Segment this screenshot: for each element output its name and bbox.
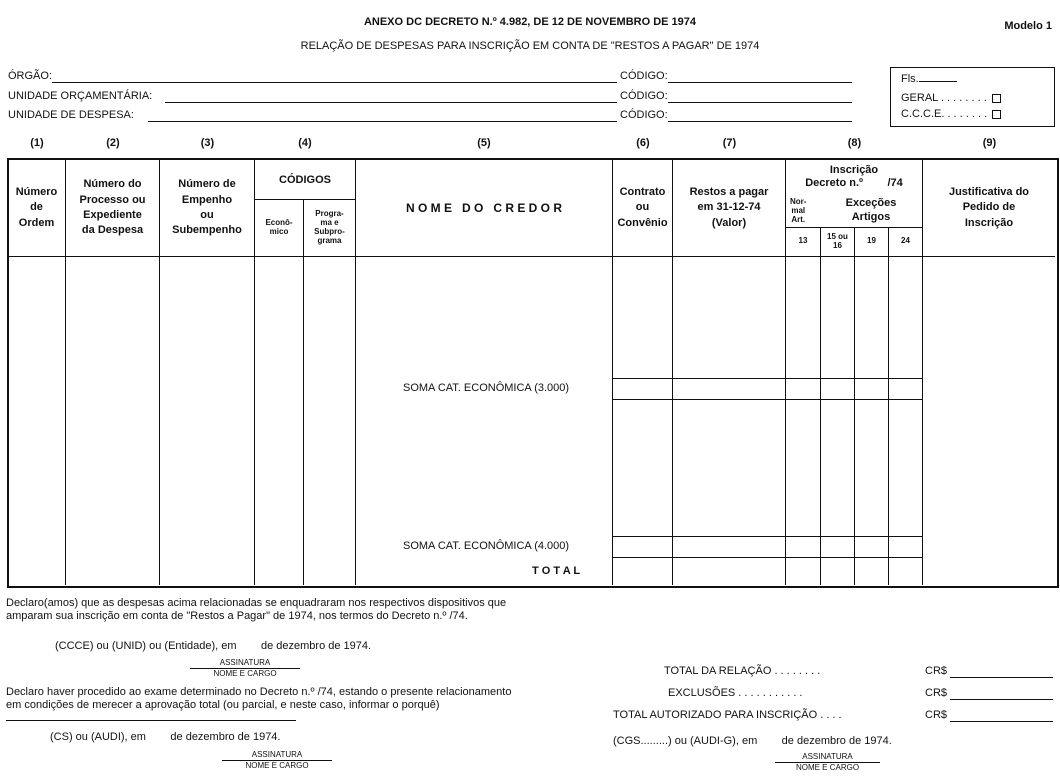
signature-label: ASSINATURA (775, 752, 880, 763)
signature-label: ASSINATURA (190, 658, 300, 669)
col-number-9: (9) (982, 137, 997, 149)
col-divider (820, 227, 821, 585)
header-contrato: Contrato ou Convênio (617, 185, 668, 229)
codigo-label-3: CÓDIGO: (620, 109, 668, 121)
header-numero-processo: Número do Processo ou Expediente da Despesa (79, 178, 146, 237)
geral-checkbox[interactable] (992, 94, 1001, 103)
unidade-despesa-line[interactable] (148, 121, 617, 122)
declaration-1-place: (CCCE) ou (UNID) ou (Entidade), em de dezembro de 1974. (55, 640, 372, 652)
codigo-label-2: CÓDIGO: (620, 90, 668, 102)
header-nome-credor: N O M E D O C R E D O R (405, 200, 562, 215)
header-numero-ordem: Número de Ordem (15, 185, 58, 229)
col-divider (888, 227, 889, 585)
totals-place: (CGS.........) ou (AUDI-G), em de dezembro de 1974. (613, 735, 892, 747)
total-relacao-currency: CR$ (925, 665, 948, 677)
fls-label: Fls. (901, 73, 957, 85)
col-number-3: (3) (200, 137, 215, 149)
control-box (890, 67, 1055, 127)
header-codigos: CÓDIGOS (279, 174, 331, 187)
col-number-1: (1) (30, 137, 44, 149)
header-economico: Econô- mico (265, 217, 293, 236)
exclusoes-field[interactable] (950, 699, 1053, 700)
soma-economica-4000: SOMA CAT. ECONÔMICA (4.000) (403, 540, 570, 552)
codigo-line-2[interactable] (668, 102, 852, 103)
total-relacao-field[interactable] (950, 677, 1053, 678)
declaration-2-place: (CS) ou (AUDI), em de dezembro de 1974. (50, 731, 281, 743)
total-autorizado-label: TOTAL AUTORIZADO PARA INSCRIÇÃO . . . . (613, 709, 842, 721)
header-art-13: 13 (798, 236, 808, 246)
signature-block-2 (222, 750, 332, 770)
unidade-orcamentaria-label: UNIDADE ORÇAMENTÁRIA: (8, 90, 153, 102)
exclusoes-label: EXCLUSÕES . . . . . . . . . . . (668, 687, 803, 699)
col-number-2: (2) (106, 137, 120, 149)
header-justificativa: Justificativa do Pedido de Inscrição (948, 185, 1030, 229)
exclusoes-currency: CR$ (925, 687, 948, 699)
document-title: ANEXO DC DECRETO N.º 4.982, DE 12 DE NOVEMBRO DE 1974 (363, 16, 697, 28)
signature-block-1 (190, 658, 300, 678)
signature-block-3 (775, 752, 880, 772)
header-art-19: 19 (867, 236, 876, 246)
orgao-line[interactable] (52, 82, 617, 83)
header-programa: Progra- ma e Subpro- grama (314, 208, 345, 246)
header-excecoes: Exceções Artigos (845, 197, 897, 223)
name-cargo-label: NOME E CARGO (795, 763, 860, 772)
name-cargo-label: NOME E CARGO (213, 669, 277, 678)
soma-economica-3000: SOMA CAT. ECONÔMICA (3.000) (403, 382, 570, 394)
total-label: T O T A L (532, 565, 581, 577)
codigo-line-1[interactable] (668, 82, 852, 83)
soma2-line-bottom (613, 557, 922, 558)
soma1-line-bottom (613, 399, 922, 400)
header-numero-empenho: Número de Empenho ou Subempenho (172, 178, 242, 237)
codigo-line-3[interactable] (668, 121, 852, 122)
col-number-5: (5) (477, 137, 491, 149)
header-normal-art: Nor- mal Art. (790, 196, 807, 225)
unidade-orcamentaria-line[interactable] (165, 102, 617, 103)
unidade-despesa-label: UNIDADE DE DESPESA: (8, 109, 134, 121)
header-inscricao: Inscrição Decreto n.º /74 (805, 163, 903, 189)
col-number-4: (4) (298, 137, 312, 149)
geral-label: GERAL . . . . . . . . (901, 92, 1001, 104)
col-number-6: (6) (636, 137, 650, 149)
total-relacao-label: TOTAL DA RELAÇÃO . . . . . . . . (664, 665, 821, 677)
total-autorizado-field[interactable] (950, 721, 1053, 722)
col-divider (854, 227, 855, 585)
header-art-24: 24 (901, 236, 910, 246)
col-divider (303, 199, 304, 585)
ccce-checkbox[interactable] (992, 110, 1001, 119)
table-header-divider (8, 256, 1055, 257)
declaration-1-text: Declaro(amos) que as despesas acima relacionadas se enquadraram nos respectivos dispositivos que amparam sua inscrição em conta de "Restos a Pagar" de 1974, nos termos do Decreto n.º /74. (6, 597, 507, 623)
document-subtitle: RELAÇÃO DE DESPESAS PARA INSCRIÇÃO EM CONTA DE "RESTOS A PAGAR" DE 1974 (300, 40, 760, 52)
header-restos-pagar: Restos a pagar em 31-12-74 (Valor) (689, 185, 769, 229)
soma2-line-top (613, 536, 922, 537)
ccce-label: C.C.C.E. . . . . . . . (901, 108, 1001, 120)
codigo-label-1: CÓDIGO: (620, 70, 668, 82)
total-autorizado-currency: CR$ (925, 709, 948, 721)
col-number-8: (8) (847, 137, 862, 149)
soma1-line-top (613, 378, 922, 379)
declaration-2-text: Declaro haver procedido ao exame determinado no Decreto n.º /74, estando o presente relacionamento em condições de merecer a aprovação total (ou parcial, e neste caso, informar o porquê) (6, 686, 526, 726)
name-cargo-label: NOME E CARGO (245, 761, 309, 770)
col-number-7: (7) (722, 137, 737, 149)
orgao-label: ÓRGÃO: (8, 70, 53, 82)
model-label: Modelo 1 (1004, 20, 1052, 32)
header-art-15-16: 15 ou 16 (827, 231, 848, 250)
signature-label: ASSINATURA (222, 750, 332, 761)
